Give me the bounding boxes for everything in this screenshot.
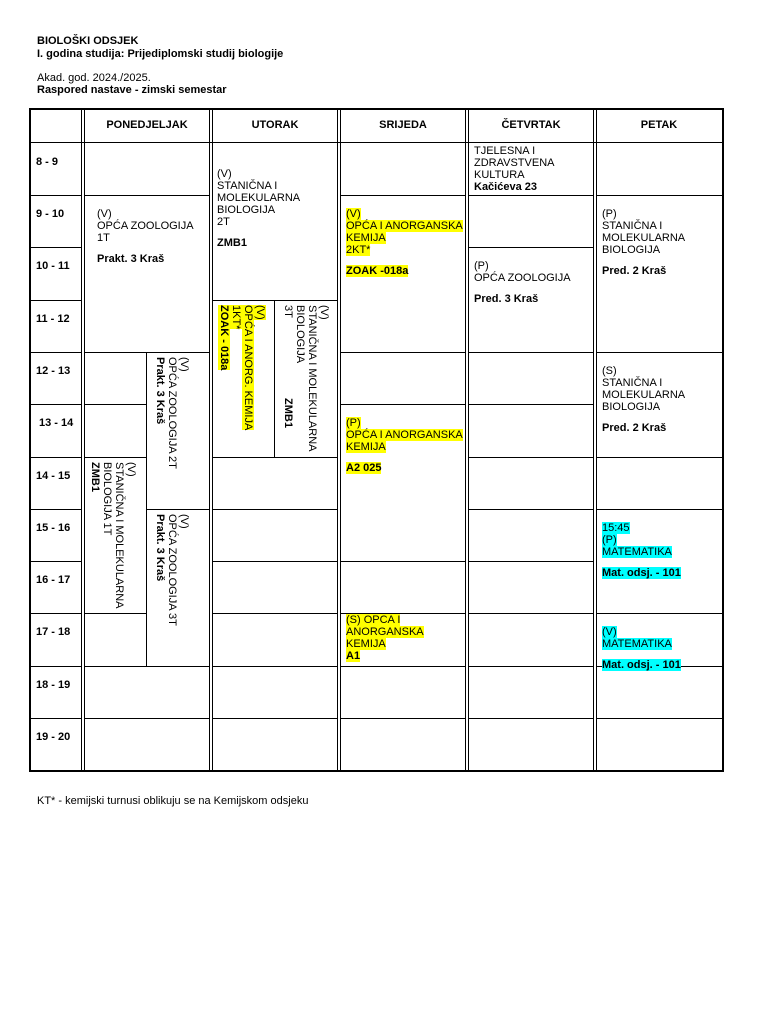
- class-block-thu-pe: [474, 145, 554, 193]
- class-type: (P): [602, 208, 617, 220]
- class-room: Mat. odsj. - 101: [602, 659, 681, 671]
- class-title: BIOLOGIJA: [217, 204, 276, 216]
- day-header-friday: PETAK: [640, 119, 678, 131]
- time-slot: 12 - 13: [36, 365, 71, 377]
- class-block-wed-chemistry-v: [346, 208, 463, 277]
- class-title: OPĆA ZOOLOGIJA: [474, 272, 571, 284]
- time-slot: 10 - 11: [36, 260, 70, 272]
- class-title: STANIČNA I: [602, 377, 663, 389]
- time-slot: 14 - 15: [36, 470, 71, 482]
- class-start-time: 15:45: [602, 522, 630, 534]
- department-title: BIOLOŠKI ODSJEK: [37, 35, 139, 47]
- class-room: ZOAK - 018a: [218, 305, 230, 371]
- class-group: 3T: [282, 305, 294, 318]
- class-title: OPĆA ZOOLOGIJA: [97, 220, 194, 232]
- time-slot: 17 - 18: [36, 626, 71, 638]
- class-room: Kačićeva 23: [474, 181, 537, 193]
- time-slot: 9 - 10: [36, 208, 65, 220]
- class-block-mon-cellbio-1t: [89, 462, 137, 609]
- class-title: ANORGANSKA: [346, 626, 424, 638]
- class-group: BIOLOGIJA 1T: [101, 462, 113, 536]
- class-title: MOLEKULARNA: [602, 389, 686, 401]
- class-title: OPĆA ZOOLOGIJA 2T: [166, 357, 178, 469]
- class-title: STANIČNA I: [217, 180, 278, 192]
- class-title: KULTURA: [474, 169, 525, 181]
- class-block-wed-chemistry-s: [346, 614, 424, 662]
- class-title: STANIČNA I MOLEKULARNA: [113, 462, 125, 609]
- class-room: ZMB1: [217, 237, 247, 249]
- class-title: (S) OPCA I: [346, 614, 401, 626]
- class-block-mon-zoology-3t: [154, 514, 190, 626]
- class-group: 1T: [97, 232, 110, 244]
- class-title: BIOLOGIJA: [602, 244, 661, 256]
- academic-year: Akad. god. 2024./2025.: [37, 72, 151, 84]
- class-room: Prakt. 3 Kraš: [154, 357, 166, 425]
- class-type: (V): [97, 208, 112, 220]
- class-room: Pred. 3 Kraš: [474, 293, 539, 305]
- class-room: Prakt. 3 Kraš: [97, 253, 165, 265]
- class-title: KEMIJA: [346, 232, 386, 244]
- class-room: ZMB1: [89, 462, 101, 492]
- class-room: A2 025: [346, 462, 382, 474]
- class-block-mon-zoology-1t: [97, 208, 194, 265]
- class-type: (V): [178, 514, 190, 529]
- class-room: ZOAK -018a: [346, 265, 409, 277]
- class-type: (P): [602, 534, 617, 546]
- time-slot: 8 - 9: [36, 156, 59, 168]
- class-room-tue-cellbio-3t: ZMB1: [282, 398, 294, 428]
- class-room: Pred. 2 Kraš: [602, 422, 667, 434]
- class-group: 2KT*: [346, 244, 371, 256]
- time-slot: 15 - 16: [36, 522, 71, 534]
- class-title: ZDRAVSTVENA: [474, 157, 555, 169]
- class-block-tue-cellbio-2t: [217, 168, 300, 249]
- class-title: STANIČNA I: [602, 220, 663, 232]
- class-type: (P): [346, 417, 361, 429]
- class-block-mon-zoology-2t: [154, 357, 190, 469]
- class-type: (V): [125, 462, 137, 477]
- class-title: OPĆA ZOOLOGIJA 3T: [166, 514, 178, 626]
- class-title: KEMIJA: [346, 638, 386, 650]
- class-title: OPĆA I ANORGANSKA: [346, 220, 463, 232]
- class-type: (V): [178, 357, 190, 372]
- class-block-tue-cellbio-3t: [282, 305, 330, 452]
- class-title: KEMIJA: [346, 441, 386, 453]
- class-type: (P): [474, 260, 489, 272]
- class-type: (V): [602, 626, 617, 638]
- class-type: (S): [602, 365, 617, 377]
- class-block-fri-math-p: [602, 522, 681, 579]
- program-title: I. godina studija: Prijediplomski studij biologije: [37, 48, 284, 60]
- time-slot: 19 - 20: [36, 731, 71, 743]
- class-block-tue-chemistry-1kt: [218, 305, 266, 430]
- class-block-fri-cellbio-s: [602, 365, 685, 434]
- time-slot: 11 - 12: [36, 313, 70, 325]
- class-title: TJELESNA I: [474, 145, 536, 157]
- class-room: Prakt. 3 Kraš: [154, 514, 166, 582]
- time-slot: 13 - 14: [39, 417, 74, 429]
- class-room: Pred. 2 Kraš: [602, 265, 667, 277]
- class-block-fri-cellbio-p: [602, 208, 685, 277]
- class-type: (V): [346, 208, 361, 220]
- day-header-thursday: ČETVRTAK: [501, 119, 561, 131]
- class-title: MOLEKULARNA: [602, 232, 686, 244]
- class-title: MATEMATIKA: [602, 638, 672, 650]
- class-title: BIOLOGIJA: [602, 401, 661, 413]
- class-title: OPĆA I ANORGANSKA: [346, 429, 463, 441]
- class-group: 1KT*: [230, 305, 242, 330]
- class-title: STANIČNA I MOLEKULARNA: [306, 305, 318, 452]
- class-title: BIOLOGIJA: [294, 305, 306, 364]
- day-header-tuesday: UTORAK: [251, 119, 299, 131]
- class-title: MOLEKULARNA: [217, 192, 301, 204]
- day-header-monday: PONEDJELJAK: [106, 119, 188, 131]
- time-slot: 18 - 19: [36, 679, 71, 691]
- time-slot: 16 - 17: [36, 574, 71, 586]
- day-header-wednesday: SRIJEDA: [379, 119, 427, 131]
- class-block-thu-zoology-p: [474, 260, 571, 305]
- class-type: (V): [217, 168, 232, 180]
- class-room: Mat. odsj. - 101: [602, 567, 681, 579]
- class-block-wed-chemistry-p: [346, 417, 463, 474]
- class-group: 2T: [217, 216, 230, 228]
- class-title: OPĆA I ANORG. KEMIJA: [242, 305, 254, 431]
- class-block-fri-math-v: [602, 626, 681, 671]
- class-title: MATEMATIKA: [602, 546, 672, 558]
- class-type: (V): [254, 305, 266, 320]
- schedule-title: Raspored nastave - zimski semestar: [37, 84, 227, 96]
- footnote: KT* - kemijski turnusi oblikuju se na Kemijskom odsjeku: [37, 795, 309, 807]
- class-type: (V): [318, 305, 330, 320]
- class-room: A1: [346, 650, 361, 662]
